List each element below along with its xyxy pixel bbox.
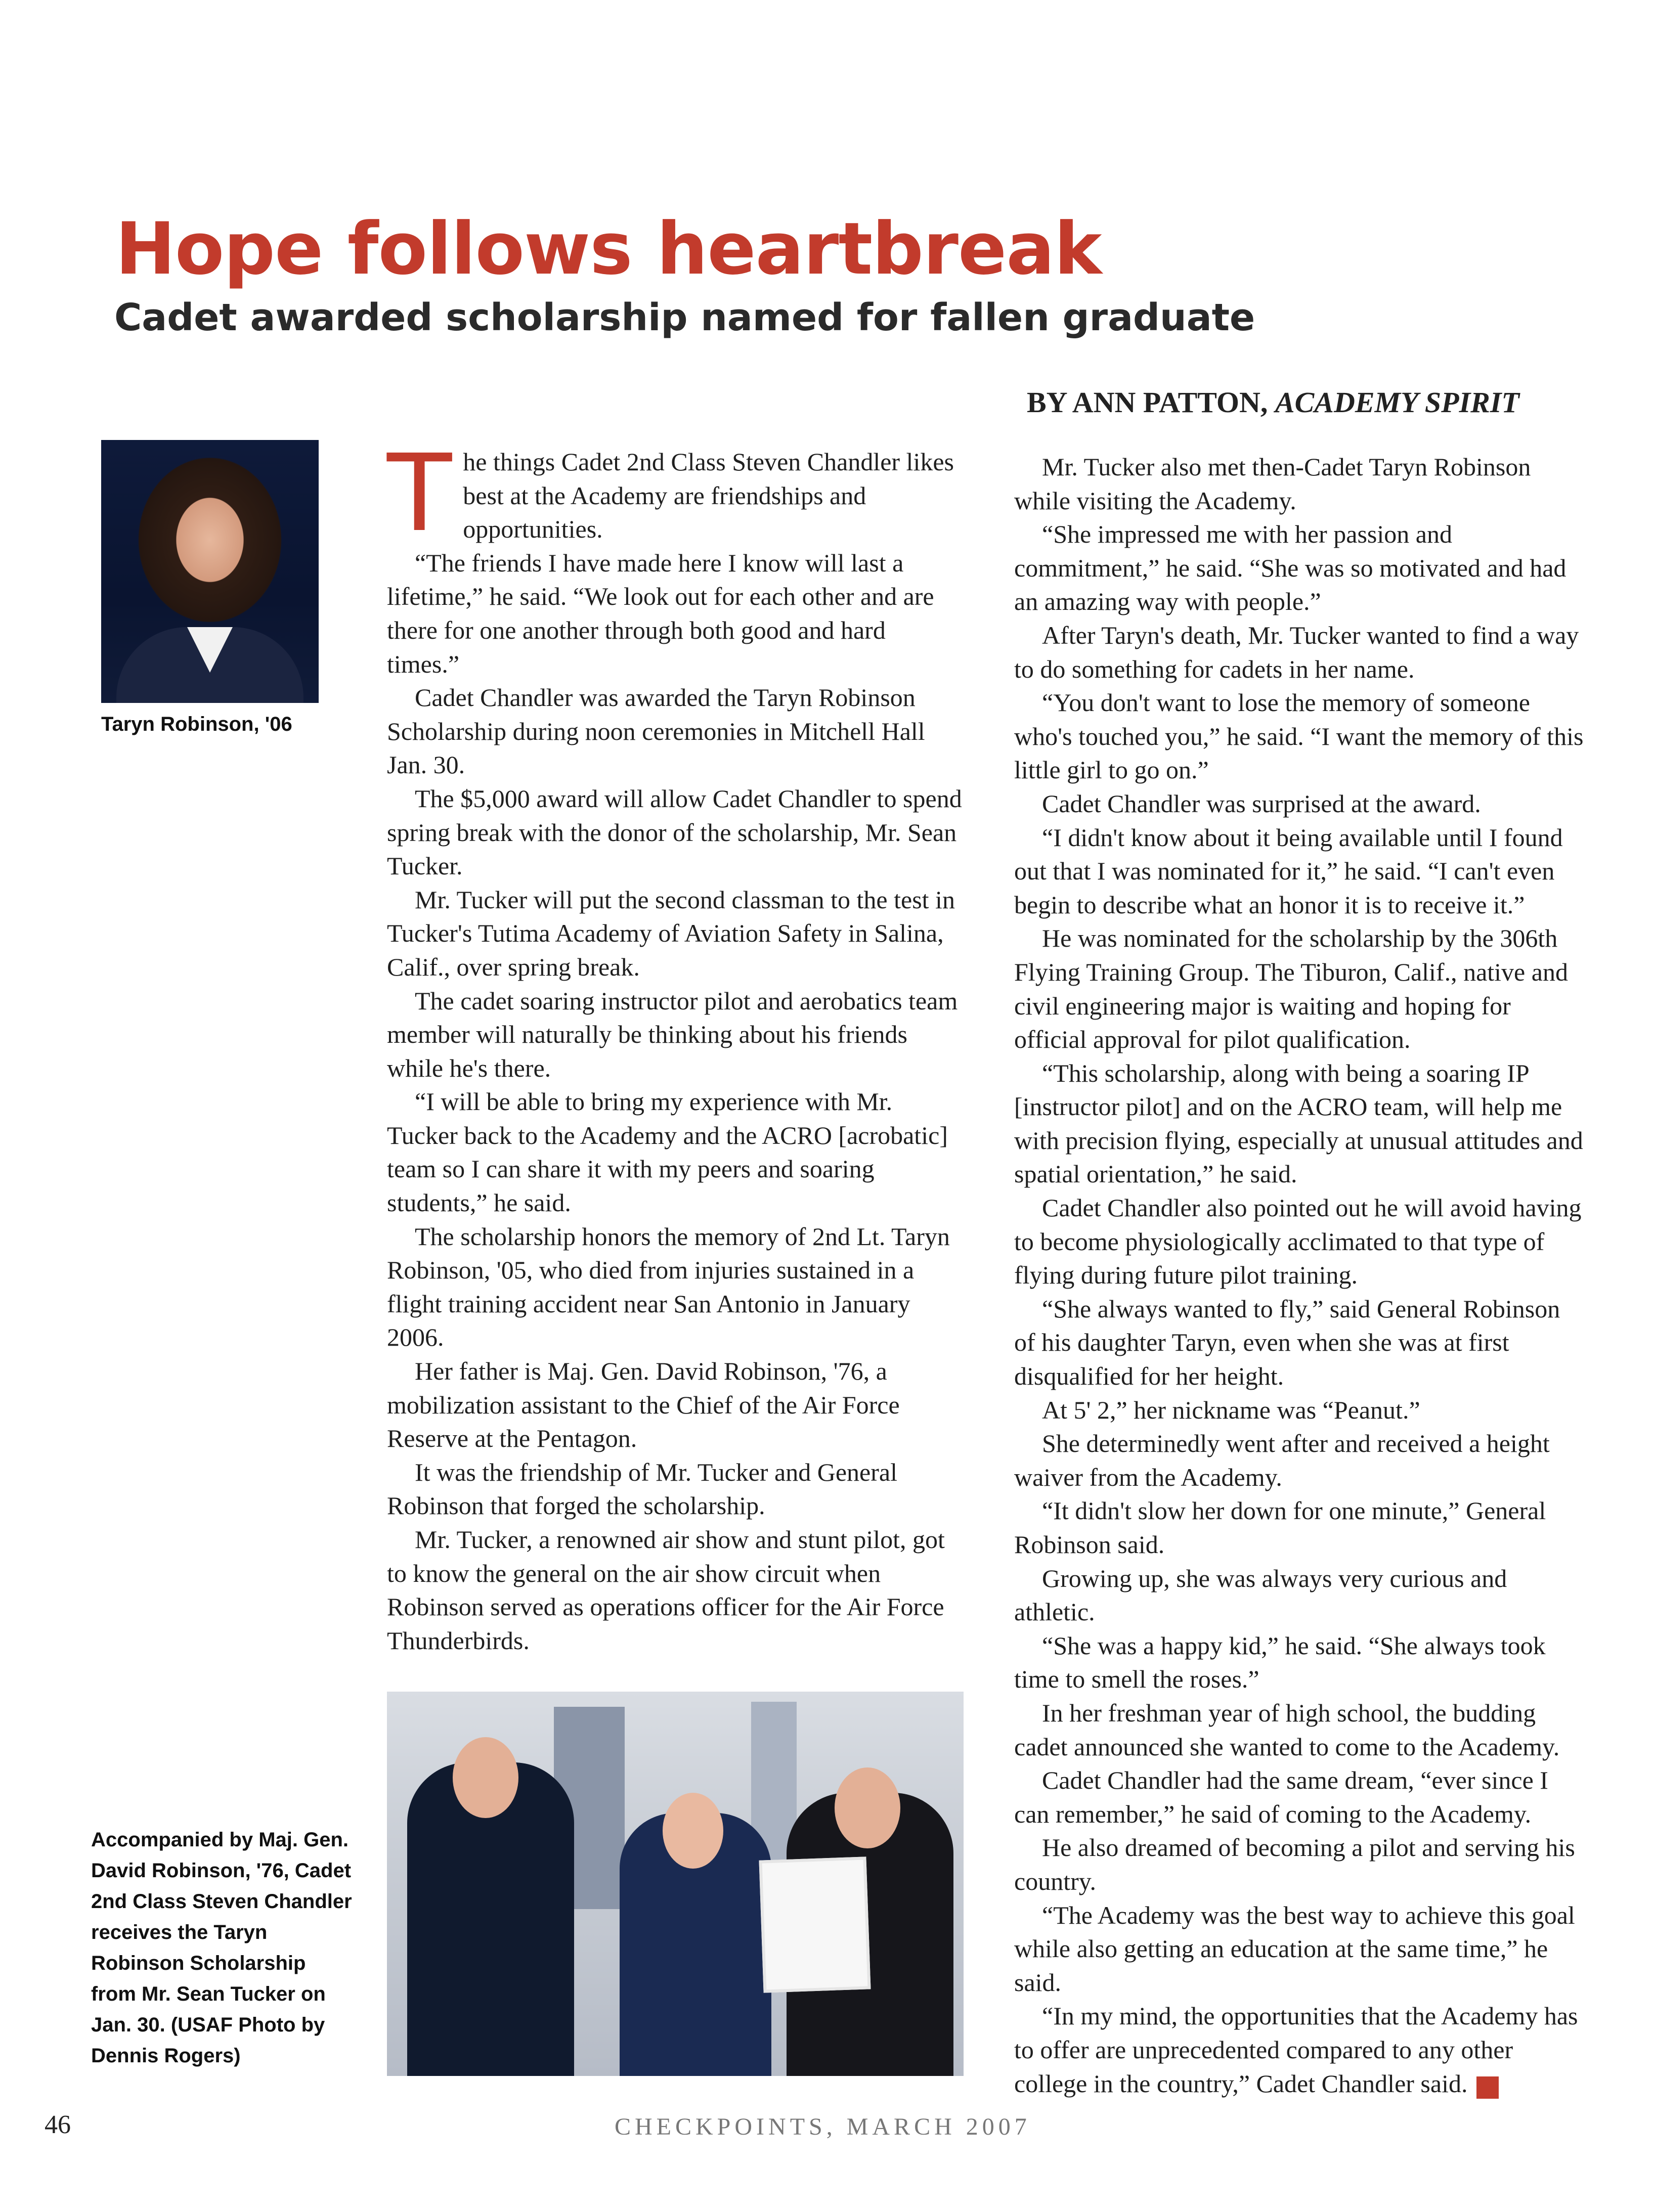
paragraph: “You don't want to lose the memory of someone who's touched you,” he said. “I want the memory of this little girl to go on.” [1014, 688, 1584, 784]
end-mark-icon: ✓ [1476, 2076, 1499, 2099]
paragraph: He also dreamed of becoming a pilot and serving his country. [1014, 1833, 1575, 1895]
paragraph: The cadet soaring instructor pilot and aerobatics team member will naturally be thinking about his friends while he's there. [387, 986, 958, 1082]
paragraph: “I will be able to bring my experience with Mr. Tucker back to the Academy and the ACRO [acrobatic] team so I can share it with my peers and soaring students,” he said. [387, 1087, 948, 1217]
paragraph: “The Academy was the best way to achieve this goal while also getting an education at the same time,” he said. [1014, 1900, 1575, 1997]
paragraph: At 5' 2,” her nickname was “Peanut.” [1042, 1395, 1420, 1424]
paragraph [1014, 1999, 1586, 2100]
ceremony-photo [387, 1692, 964, 2076]
byline [1027, 385, 1519, 419]
paragraph: The $5,000 award will allow Cadet Chandler to spend spring break with the donor of the scholarship, Mr. Sean Tucker. [387, 784, 962, 880]
paragraph [387, 431, 964, 555]
paragraph: Growing up, she was always very curious and athletic. [1014, 1564, 1507, 1626]
photo-caption: Accompanied by Maj. Gen. David Robinson, '76, Cadet 2nd Class Steven Chandler receives the Taryn Robinson Scholarship from Mr. Sean Tucker on Jan. 30. (USAF Photo by Dennis Rogers) [91, 1829, 352, 2067]
page-number: 46 [45, 2110, 71, 2139]
article-column-2 [1014, 450, 1586, 2100]
paragraph: Mr. Tucker, a renowned air show and stunt pilot, got to know the general on the air show circuit when Robinson served as operations officer for the Air Force Thunderbirds. [387, 1525, 945, 1655]
paragraph: Mr. Tucker will put the second classman to the test in Tucker's Tutima Academy of Aviation Safety in Salina, Calif., over spring break. [387, 885, 955, 981]
paragraph: In her freshman year of high school, the budding cadet announced she wanted to come to the Academy. [1014, 1698, 1560, 1761]
publication-footer: CHECKPOINTS, MARCH 2007 [615, 2113, 1031, 2140]
paragraph: Cadet Chandler was awarded the Taryn Robinson Scholarship during noon ceremonies in Mitchell Hall Jan. 30. [387, 683, 925, 779]
paragraph-text: “In my mind, the opportunities that the Academy has to offer are unprecedented compared to any other college in the country,” Cadet Chandler said. [1014, 2002, 1578, 2098]
paragraph: After Taryn's death, Mr. Tucker wanted to find a way to do something for cadets in her name. [1014, 621, 1579, 683]
byline-author: BY ANN PATTON, [1027, 386, 1268, 419]
photo-head [663, 1793, 723, 1869]
byline-publication: ACADEMY SPIRIT [1275, 386, 1519, 419]
paragraph: It was the friendship of Mr. Tucker and General Robinson that forged the scholarship. [387, 1457, 897, 1520]
paragraph: “This scholarship, along with being a soaring IP [instructor pilot] and on the ACRO team, will help me with precision flying, especially at unusual attitudes and spatial orientation,” he said. [1014, 1058, 1583, 1188]
headline: Hope follows heartbreak [115, 207, 1102, 291]
paragraph: “She impressed me with her passion and commitment,” he said. “She was so motivated and had an amazing way with people.” [1014, 520, 1566, 616]
paragraph: She determinedly went after and received a height waiver from the Academy. [1014, 1429, 1550, 1491]
paragraph: “It didn't slow her down for one minute,” General Robinson said. [1014, 1496, 1546, 1559]
subheadline: Cadet awarded scholarship named for fallen graduate [114, 296, 1255, 339]
portrait-photo [101, 440, 319, 703]
portrait-caption: Taryn Robinson, '06 [101, 713, 292, 735]
drop-cap: T [387, 431, 452, 555]
article-column-1 [387, 431, 964, 1657]
paragraph: The scholarship honors the memory of 2nd Lt. Taryn Robinson, '05, who died from injuries sustained in a flight training accident near San Antonio in January 2006. [387, 1222, 950, 1352]
paragraph: Cadet Chandler had the same dream, “ever since I can remember,” he said of coming to the Academy. [1014, 1766, 1548, 1828]
paragraph: “The friends I have made here I know will last a lifetime,” he said. “We look out for each other and are there for one another through both good and hard times.” [387, 548, 934, 678]
paragraph: “She always wanted to fly,” said General Robinson of his daughter Taryn, even when she was at first disqualified for her height. [1014, 1294, 1560, 1391]
paragraph: Mr. Tucker also met then-Cadet Taryn Robinson while visiting the Academy. [1014, 453, 1531, 515]
scholarship-certificate [759, 1856, 870, 1993]
paragraph: Her father is Maj. Gen. David Robinson, '76, a mobilization assistant to the Chief of the Air Force Reserve at the Pentagon. [387, 1357, 900, 1453]
paragraph: Cadet Chandler also pointed out he will avoid having to become physiologically acclimated to that type of flying during future pilot training. [1014, 1193, 1582, 1290]
photo-head [453, 1737, 518, 1818]
paragraph: “She was a happy kid,” he said. “She always took time to smell the roses.” [1014, 1631, 1546, 1694]
paragraph: Cadet Chandler was surprised at the award. [1042, 789, 1481, 818]
paragraph-text: he things Cadet 2nd Class Steven Chandler likes best at the Academy are friendships and opportunities. [463, 448, 954, 544]
photo-head [835, 1767, 900, 1848]
paragraph: He was nominated for the scholarship by the 306th Flying Training Group. The Tiburon, Calif., native and civil engineering major is waiting and hoping for official approval for pilot qualification. [1014, 924, 1568, 1054]
paragraph: “I didn't know about it being available until I found out that I was nominated for it,” he said. “I can't even begin to describe what an honor it is to receive it.” [1014, 823, 1563, 919]
